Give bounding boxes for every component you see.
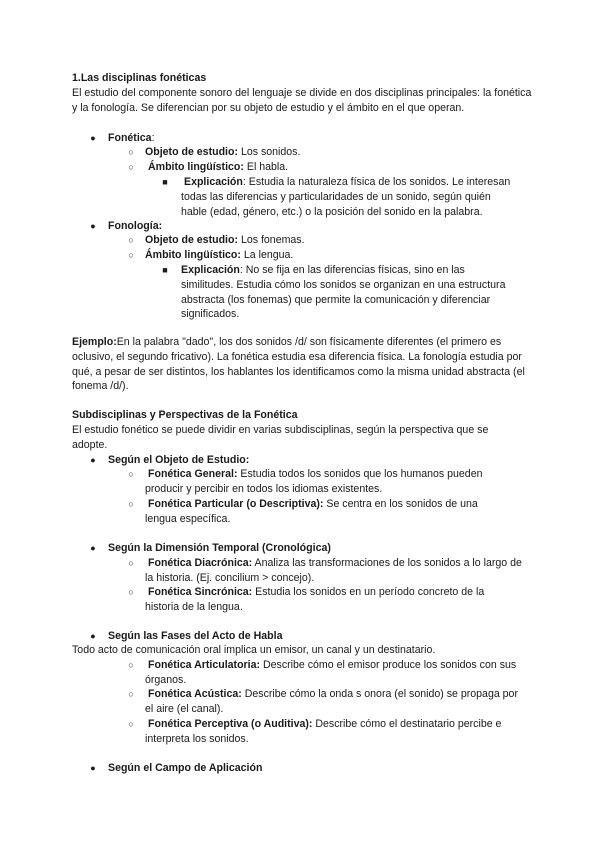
fonologia-explicacion: Explicación: No se fija en las diferencias físicas, sino en las similitudes. Estudia cómo los sonidos se organizan en una estructura abstracta (los fonemas) que permite la comunicación y diferenciar significados. <box>181 264 506 321</box>
bullet-square-icon: ■ <box>162 265 168 275</box>
section-title-disciplinas: 1.Las disciplinas fonéticas <box>72 72 207 84</box>
ejemplo-paragraph: Ejemplo:En la palabra "dado", los dos sonidos /d/ son físicamente diferentes (el primero es oclusivo, el segundo fricativo). La fonética estudia esa diferencia física. La fonología estudia por qué, a pesar de ser distintos, los hablantes los identificamos como la misma unidad abstracta (el fonema /d/). <box>72 336 525 393</box>
bullet-circle-icon: ○ <box>128 719 134 729</box>
section2-intro: El estudio fonético se puede dividir en varias subdisciplinas, según la perspectiva que se adopte. <box>72 424 489 451</box>
list-item-fonetica: Fonética: <box>108 132 155 144</box>
section-intro: El estudio del componente sonoro del lenguaje se divide en dos disciplinas principales: la fonética y la fonología. Se diferencian por su objeto de estudio y el ámbito en el que operan. <box>72 87 532 114</box>
bullet-disc-icon: ● <box>90 455 96 465</box>
bullet-disc-icon: ● <box>90 221 96 231</box>
heading-objeto-estudio: Según el Objeto de Estudio: <box>108 454 250 466</box>
bullet-disc-icon: ● <box>90 133 96 143</box>
fases-intro: Todo acto de comunicación oral implica un emisor, un canal y un destinatario. <box>72 644 436 656</box>
fonologia-ambito: Ámbito lingüístico: La lengua. <box>145 249 294 261</box>
bullet-circle-icon: ○ <box>128 660 134 670</box>
fonetica-particular: Fonética Particular (o Descriptiva): Se centra en los sonidos de una lengua específica. <box>145 498 478 525</box>
fonetica-ambito: Ámbito lingüístico: El habla. <box>148 161 289 173</box>
bullet-circle-icon: ○ <box>128 558 134 568</box>
fonetica-sincronica: Fonética Sincrónica: Estudia los sonidos en un período concreto de la historia de la lengua. <box>145 586 485 613</box>
list-item-fonologia: Fonología: <box>108 220 163 232</box>
section-title-subdisciplinas: Subdisciplinas y Perspectivas de la Fonética <box>72 409 298 421</box>
bullet-disc-icon: ● <box>90 543 96 553</box>
heading-fases-acto: Según las Fases del Acto de Habla <box>108 630 283 642</box>
bullet-circle-icon: ○ <box>128 235 134 245</box>
bullet-circle-icon: ○ <box>128 689 134 699</box>
fonetica-perceptiva: Fonética Perceptiva (o Auditiva): Describe cómo el destinatario percibe e interpreta los sonidos. <box>145 718 502 745</box>
fonetica-articulatoria: Fonética Articulatoria: Describe cómo el emisor produce los sonidos con sus órganos. <box>145 659 517 686</box>
fonetica-objeto: Objeto de estudio: Los sonidos. <box>145 146 301 158</box>
bullet-square-icon: ■ <box>162 177 168 187</box>
bullet-circle-icon: ○ <box>128 499 134 509</box>
bullet-disc-icon: ● <box>90 763 96 773</box>
fonetica-explicacion: Explicación: Estudia la naturaleza física de los sonidos. Le interesan todas las diferencias y particularidades de un sonido, según quién hable (edad, género, etc.) o la posición del sonido en la palabra. <box>181 176 511 218</box>
fonetica-general: Fonética General: Estudia todos los sonidos que los humanos pueden producir y percibir en todos los idiomas existentes. <box>145 468 483 495</box>
bullet-circle-icon: ○ <box>128 162 134 172</box>
bullet-circle-icon: ○ <box>128 147 134 157</box>
bullet-disc-icon: ● <box>90 631 96 641</box>
fonetica-diacronica: Fonética Diacrónica: Analiza las transformaciones de los sonidos a lo largo de la historia. (Ej. concilium > concejo). <box>145 557 522 584</box>
heading-campo-aplicacion: Según el Campo de Aplicación <box>108 762 263 774</box>
fonetica-acustica: Fonética Acústica: Describe cómo la onda s onora (el sonido) se propaga por el aire (el canal). <box>145 688 518 715</box>
heading-dimension-temporal: Según la Dimensión Temporal (Cronológica) <box>108 542 331 554</box>
bullet-circle-icon: ○ <box>128 250 134 260</box>
bullet-circle-icon: ○ <box>128 469 134 479</box>
bullet-circle-icon: ○ <box>128 587 134 597</box>
fonologia-objeto: Objeto de estudio: Los fonemas. <box>145 234 305 246</box>
